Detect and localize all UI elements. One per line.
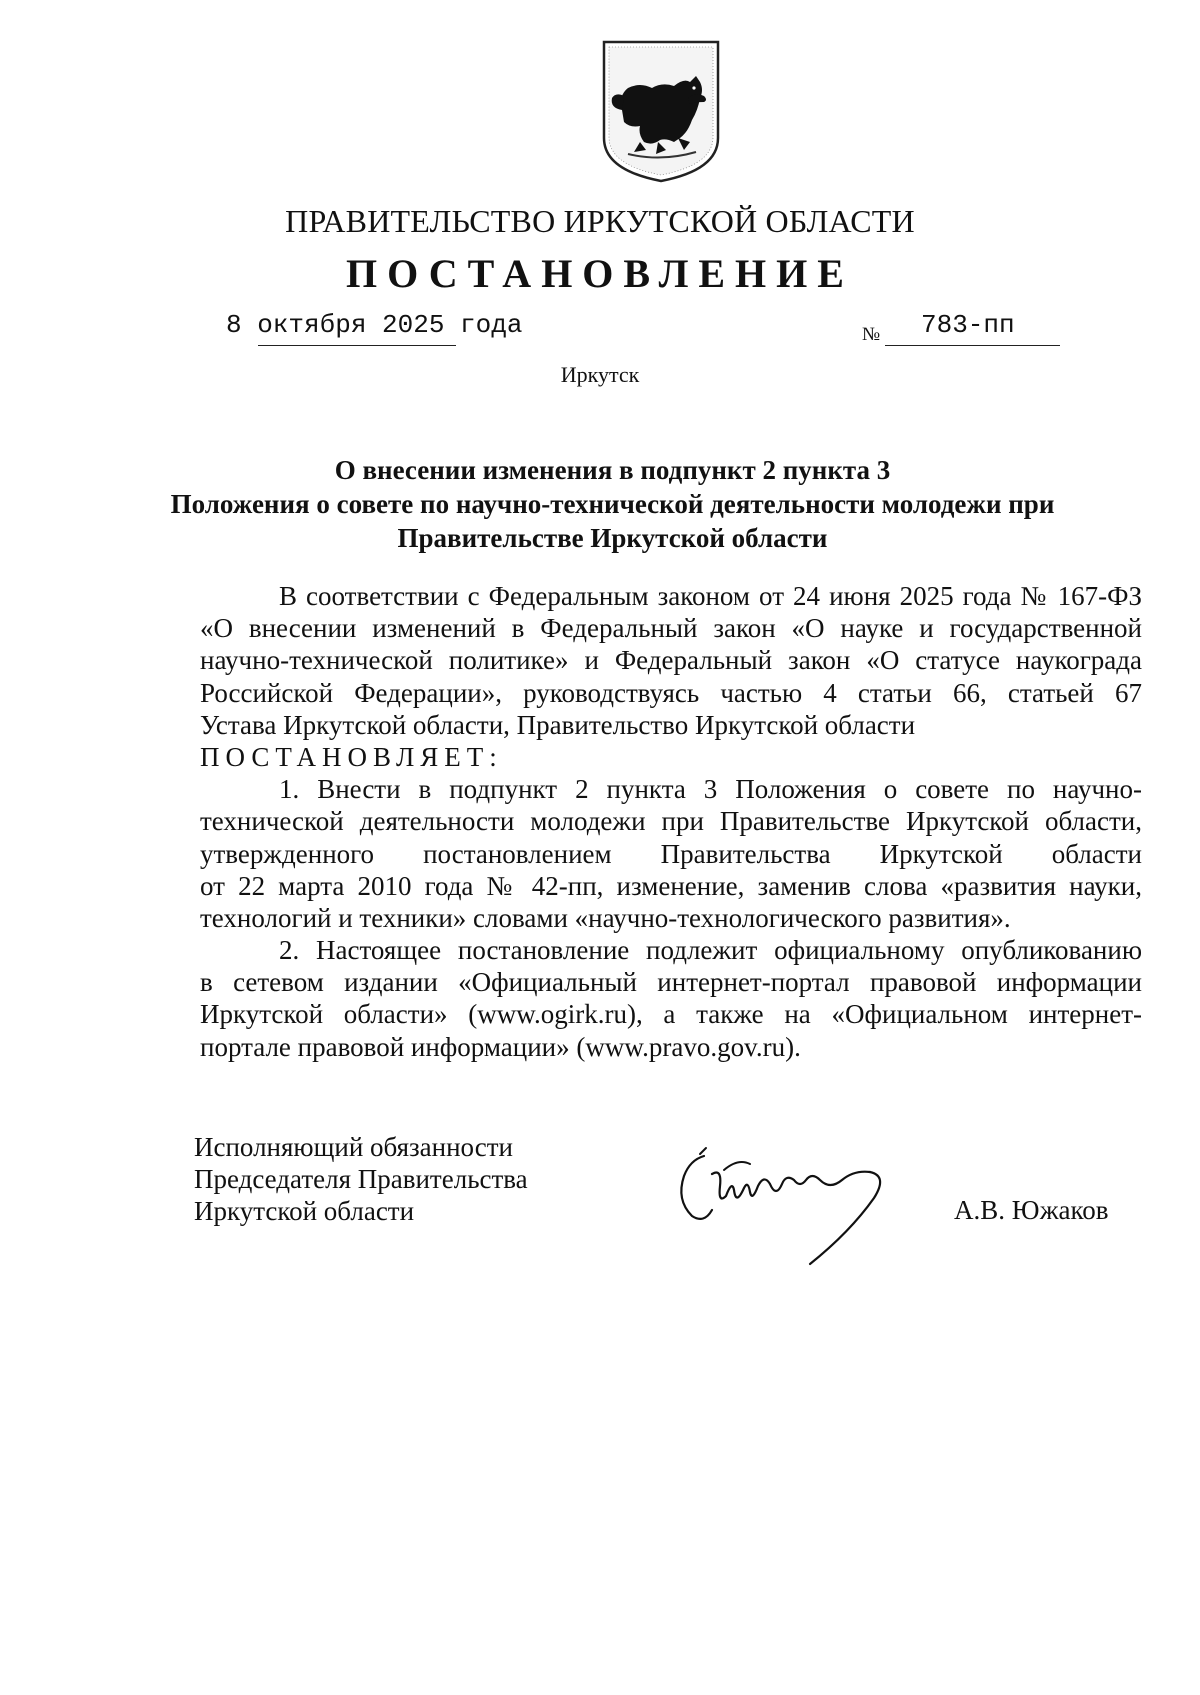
document-number: 783-пп bbox=[921, 310, 1015, 340]
item2-line: портале правовой информации» (www.pravo.gov.ru). bbox=[200, 1031, 801, 1062]
title-line: Правительстве Иркутской области bbox=[397, 523, 828, 553]
item2-line: Иркутской области» (www.ogirk.ru), а также на «Официальном интернет- bbox=[200, 999, 1142, 1030]
signer-name: А.В. Южаков bbox=[954, 1195, 1109, 1225]
resolves-word: ПОСТАНОВЛЯЕТ: bbox=[200, 741, 503, 772]
preamble-line: Российской Федерации», руководствуясь частью 4 статьи 66, статьей 67 bbox=[200, 677, 1142, 708]
document-title bbox=[150, 453, 1075, 555]
issuing-authority: ПРАВИТЕЛЬСТВО ИРКУТСКОЙ ОБЛАСТИ bbox=[285, 203, 915, 239]
preamble-line: научно-технической политике» и Федеральный закон «О статусе наукограда bbox=[200, 645, 1142, 676]
signer-position-line: Исполняющий обязанности bbox=[194, 1132, 513, 1162]
document-date: 8 октября 2025 года bbox=[226, 310, 523, 340]
item1-line: от 22 марта 2010 года № 42-пп, изменение, заменив слова «развития науки, bbox=[200, 870, 1142, 901]
document-city: Иркутск bbox=[560, 362, 640, 387]
number-underline bbox=[885, 345, 1060, 346]
item1-line: 1. Внести в подпункт 2 пункта 3 Положения о совете по научно- bbox=[279, 774, 1142, 805]
title-line: Положения о совете по научно-технической деятельности молодежи при bbox=[170, 489, 1055, 519]
handwritten-signature bbox=[660, 1140, 920, 1270]
date-underline bbox=[258, 345, 456, 346]
item2-line: в сетевом издании «Официальный интернет-портал правовой информации bbox=[200, 967, 1142, 998]
preamble-line: В соответствии с Федеральным законом от 24 июня 2025 года № 167-ФЗ bbox=[279, 581, 1142, 611]
signer-position bbox=[194, 1131, 528, 1227]
title-line: О внесении изменения в подпункт 2 пункта 3 bbox=[334, 455, 891, 485]
signer-position-line: Иркутской области bbox=[194, 1196, 415, 1226]
number-sign: № bbox=[862, 324, 881, 345]
document-body bbox=[200, 580, 1142, 1063]
coat-of-arms-emblem bbox=[600, 38, 722, 184]
item1-line: утвержденного постановлением Правительства Иркутской области bbox=[200, 838, 1142, 869]
item1-line: технической деятельности молодежи при Правительстве Иркутской области, bbox=[200, 806, 1142, 837]
item2-line: 2. Настоящее постановление подлежит официальному опубликованию bbox=[279, 935, 1142, 966]
item1-line: технологий и техники» словами «научно-технологического развития». bbox=[200, 902, 1011, 933]
preamble-line: Устава Иркутской области, Правительство Иркутской области bbox=[200, 709, 916, 740]
signer-position-line: Председателя Правительства bbox=[194, 1164, 528, 1194]
document-type-heading: ПОСТАНОВЛЕНИЕ bbox=[346, 251, 854, 296]
preamble-line: «О внесении изменений в Федеральный закон «О науке и государственной bbox=[200, 613, 1142, 644]
